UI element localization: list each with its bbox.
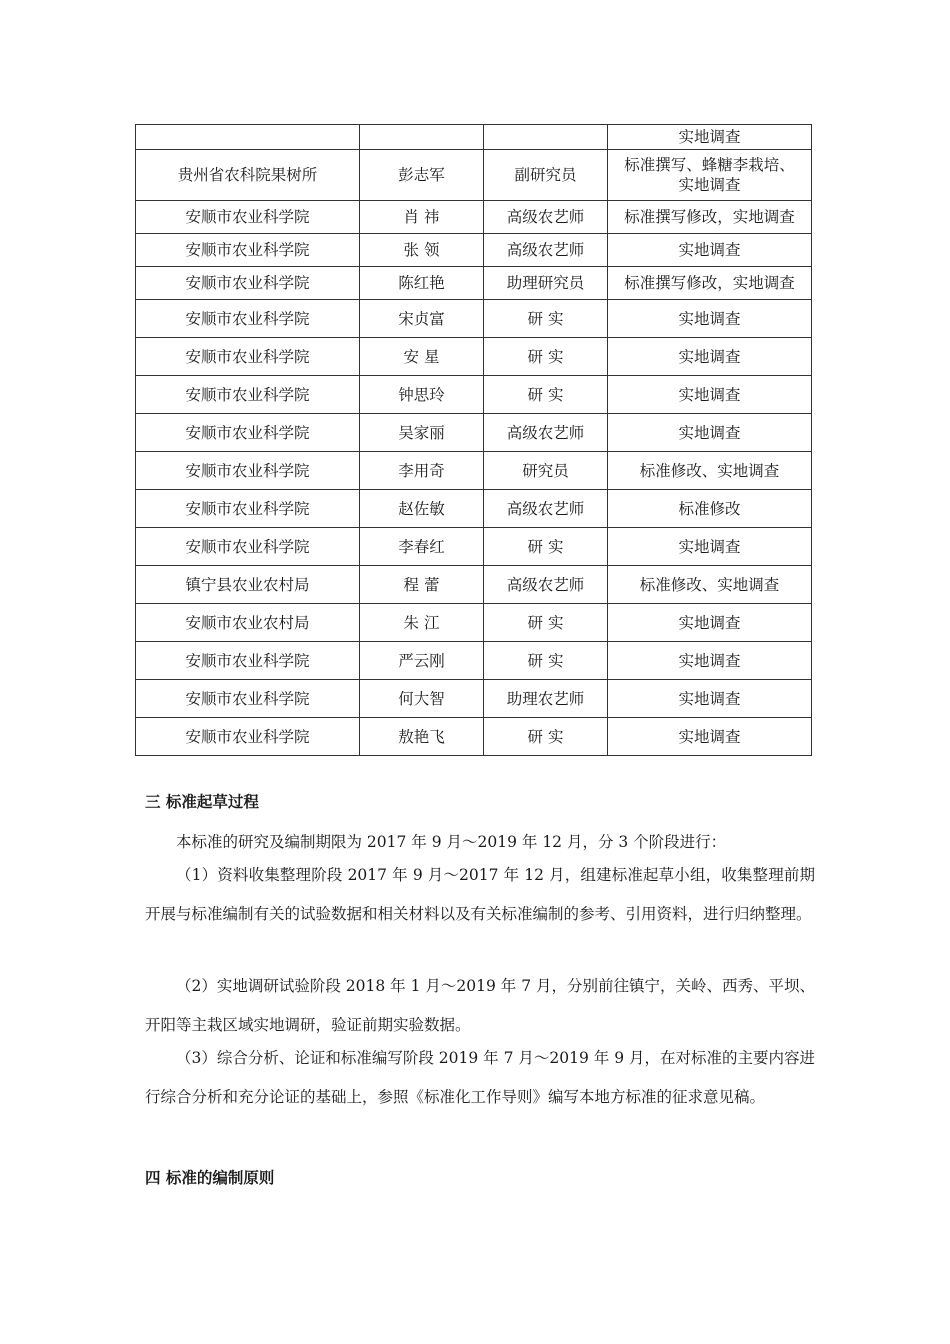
- task-cell: [608, 604, 812, 642]
- task-cell: [608, 718, 812, 756]
- name-cell: 钟思玲: [360, 376, 484, 414]
- title-cell: 助理农艺师: [484, 680, 608, 718]
- name-cell: 彭志军: [360, 150, 484, 201]
- table-row: [136, 452, 812, 490]
- org-cell: 安顺市农业农村局: [136, 604, 360, 642]
- name-cell: 陈红艳: [360, 267, 484, 300]
- task-cell: [608, 234, 812, 267]
- title-cell: [484, 125, 608, 150]
- task-line: 实地调查: [678, 423, 741, 442]
- task-cell: [608, 150, 812, 201]
- name-cell: 肖 祎: [360, 201, 484, 234]
- name-cell: 朱 江: [360, 604, 484, 642]
- table-row: [136, 150, 812, 201]
- org-cell: 安顺市农业科学院: [136, 490, 360, 528]
- task-line: 标准修改、实地调查: [639, 575, 780, 594]
- title-cell: 研 实: [484, 338, 608, 376]
- task-cell: [608, 490, 812, 528]
- title-cell: 助理研究员: [484, 267, 608, 300]
- org-cell: 安顺市农业科学院: [136, 680, 360, 718]
- org-cell: 镇宁县农业农村局: [136, 566, 360, 604]
- title-cell: 高级农艺师: [484, 566, 608, 604]
- task-line: 实地调查: [678, 385, 741, 404]
- task-line: 标准撰写修改，实地调查: [624, 274, 795, 292]
- name-cell: 李春红: [360, 528, 484, 566]
- name-cell: 严云刚: [360, 642, 484, 680]
- org-cell: 安顺市农业科学院: [136, 338, 360, 376]
- name-cell: 安 星: [360, 338, 484, 376]
- table-row: [136, 234, 812, 267]
- table-row: [136, 267, 812, 300]
- task-line: 实地调查: [678, 651, 741, 670]
- table-row: [136, 125, 812, 150]
- table-row: [136, 566, 812, 604]
- table-row: [136, 338, 812, 376]
- name-cell: 宋贞富: [360, 300, 484, 338]
- section-3-intro: 本标准的研究及编制期限为 2017 年 9 月～2019 年 12 月，分 3 个阶段进行：: [176, 833, 727, 851]
- title-cell: 高级农艺师: [484, 490, 608, 528]
- task-cell: [608, 300, 812, 338]
- task-cell: [608, 125, 812, 150]
- title-cell: 高级农艺师: [484, 201, 608, 234]
- task-line: 实地调查: [678, 727, 741, 746]
- task-line: 实地调查: [678, 689, 741, 708]
- name-cell: 吴家丽: [360, 414, 484, 452]
- title-cell: 研 实: [484, 718, 608, 756]
- task-cell: [608, 528, 812, 566]
- task-line: 实地调查: [678, 128, 741, 146]
- table-row: [136, 718, 812, 756]
- name-cell: 李用奇: [360, 452, 484, 490]
- title-cell: 研 实: [484, 376, 608, 414]
- name-cell: 程 蕾: [360, 566, 484, 604]
- org-cell: 安顺市农业科学院: [136, 267, 360, 300]
- title-cell: 研 实: [484, 642, 608, 680]
- task-cell: [608, 452, 812, 490]
- task-line: 实地调查: [678, 241, 741, 259]
- org-cell: 安顺市农业科学院: [136, 201, 360, 234]
- task-cell: [608, 338, 812, 376]
- task-cell: [608, 642, 812, 680]
- name-cell: 何大智: [360, 680, 484, 718]
- name-cell: 敖艳飞: [360, 718, 484, 756]
- table-row: [136, 604, 812, 642]
- task-cell: [608, 566, 812, 604]
- title-cell: 研 实: [484, 604, 608, 642]
- task-cell: [608, 414, 812, 452]
- stage-3-paragraph: （3）综合分析、论证和标准编写阶段 2019 年 7 月～2019 年 9 月，在对标准的主要内容进行综合分析和充分论证的基础上，参照《标准化工作导则》编写本地方标准的征求意见稿。: [145, 1049, 815, 1106]
- task-line: 标准修改、实地调查: [639, 461, 780, 480]
- table-row: [136, 376, 812, 414]
- task-line: 实地调查: [678, 176, 741, 194]
- title-cell: 研究员: [484, 452, 608, 490]
- name-cell: 赵佐敏: [360, 490, 484, 528]
- task-cell: [608, 201, 812, 234]
- org-cell: 安顺市农业科学院: [136, 414, 360, 452]
- task-line: 实地调查: [678, 537, 741, 556]
- task-cell: [608, 680, 812, 718]
- task-line: 标准撰写修改，实地调查: [624, 208, 795, 226]
- section-4-heading: 四 标准的编制原则: [145, 1169, 275, 1187]
- table-row: [136, 300, 812, 338]
- stage-2-paragraph: （2）实地调研试验阶段 2018 年 1 月～2019 年 7 月，分别前往镇宁，关岭、西秀、平坝、开阳等主栽区域实地调研，验证前期实验数据。: [145, 977, 815, 1034]
- task-cell: [608, 376, 812, 414]
- table-row: [136, 528, 812, 566]
- title-cell: 研 实: [484, 300, 608, 338]
- name-cell: [360, 125, 484, 150]
- table-row: [136, 642, 812, 680]
- org-cell: 安顺市农业科学院: [136, 376, 360, 414]
- title-cell: 高级农艺师: [484, 234, 608, 267]
- org-cell: 安顺市农业科学院: [136, 234, 360, 267]
- table-row: [136, 680, 812, 718]
- org-cell: 贵州省农科院果树所: [136, 150, 360, 201]
- task-line: 实地调查: [678, 309, 741, 328]
- org-cell: 安顺市农业科学院: [136, 718, 360, 756]
- stage-1-paragraph: （1）资料收集整理阶段 2017 年 9 月～2017 年 12 月，组建标准起草小组，收集整理前期开展与标准编制有关的试验数据和相关材料以及有关标准编制的参考、引用资料，进行归纳整理。: [145, 866, 815, 923]
- task-line: 实地调查: [678, 347, 741, 366]
- section-3-heading: 三 标准起草过程: [145, 793, 259, 811]
- org-cell: 安顺市农业科学院: [136, 300, 360, 338]
- title-cell: 研 实: [484, 528, 608, 566]
- table-row: [136, 490, 812, 528]
- org-cell: 安顺市农业科学院: [136, 528, 360, 566]
- table-row: [136, 414, 812, 452]
- org-cell: 安顺市农业科学院: [136, 642, 360, 680]
- task-line: 标准修改: [678, 499, 741, 518]
- title-cell: 副研究员: [484, 150, 608, 201]
- drafting-staff-table: [135, 124, 812, 756]
- org-cell: 安顺市农业科学院: [136, 452, 360, 490]
- task-line: 实地调查: [678, 613, 741, 632]
- name-cell: 张 领: [360, 234, 484, 267]
- table-body: [136, 125, 812, 756]
- org-cell: [136, 125, 360, 150]
- task-cell: [608, 267, 812, 300]
- title-cell: 高级农艺师: [484, 414, 608, 452]
- table-row: [136, 201, 812, 234]
- task-line: 标准撰写、蜂糖李栽培、: [624, 156, 795, 174]
